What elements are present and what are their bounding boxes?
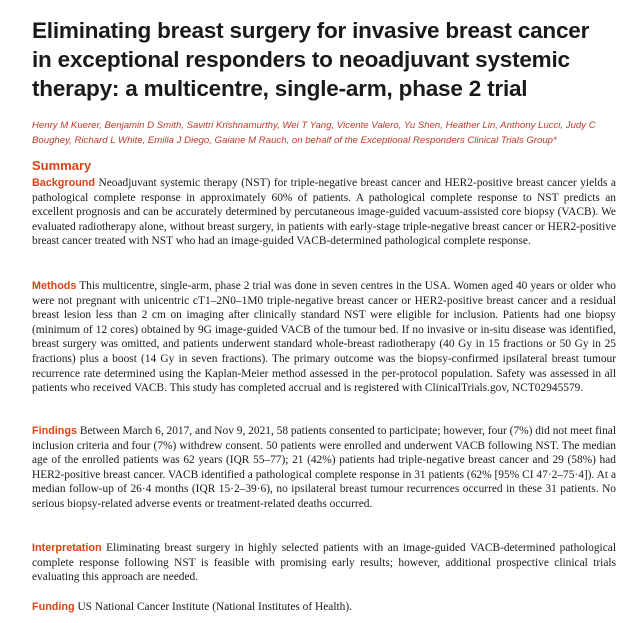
findings-text: Between March 6, 2017, and Nov 9, 2021, 58 patients consented to participate; however, four (7%) did not meet final inclusion criteria and four (7%) withdrew consent. 50 patients were enrolled and underwent VACB following NST. The median age of the enrolled patients was 62 years (IQR 55–77); 21 (42%) patients had triple-negative breast cancer and 29 (58%) had HER2-positive breast cancer. VACB identified a pathological complete response in 31 patients (62% [95% CI 47·2–75·4]). At a median follow-up of 26·4 months (IQR 15·2–39·6), no ipsilateral breast tumour recurrences occurred in these 31 patients. No serious biopsy-related adverse events or treatment-related deaths occurred. xyxy=(32,425,616,510)
findings-section xyxy=(32,424,616,512)
summary-heading: Summary xyxy=(32,158,92,173)
interpretation-section xyxy=(32,541,616,585)
funding-text: US National Cancer Institute (National Institutes of Health). xyxy=(77,601,353,613)
methods-text: This multicentre, single-arm, phase 2 trial was done in seven centres in the USA. Women aged 40 years or older who were not pregnant with unicentric cT1–2N0–1M0 triple-negative breast cancer or HER2-positive breast cancer and a residual breast lesion less than 2 cm on imaging after clinically standard NST were eligible for inclusion. Patients had one biopsy (minimum of 12 cores) obtained by 9G image-guided VACB of the tumour bed. If no invasive or in-situ disease was identified, breast surgery was omitted, and patients underwent standard whole-breast radiotherapy (40 Gy in 15 fractions or 50 Gy in 25 fractions) plus a boost (14 Gy in seven fractions). The primary outcome was the biopsy-confirmed ipsilateral breast tumour recurrence rate determined using the Kaplan-Meier method assessed in the per-protocol population. Safety was assessed in all patients who received VACB. This study has completed accrual and is registered with ClinicalTrials.gov, NCT02945579. xyxy=(32,280,616,395)
background-label: Background xyxy=(32,177,95,189)
methods-section xyxy=(32,279,616,396)
interpretation-text: Eliminating breast surgery in highly selected patients with an image-guided VACB-determined pathological complete response following NST is feasible with promising early results; however, additional prospective clinical trials evaluating this approach are needed. xyxy=(32,542,616,584)
author-list: Henry M Kuerer, Benjamin D Smith, Savitri Krishnamurthy, Wei T Yang, Vicente Valero, Yu Shen, Heather Lin, Anthony Lucci, Judy C Boughey, Richard L White, Emilia J Diego, Gaiane M Rauch, on behalf of the Exceptional Responders Clinical Trials Group* xyxy=(32,120,596,146)
background-section xyxy=(32,176,616,249)
funding-section xyxy=(32,600,616,615)
article-title: Eliminating breast surgery for invasive breast cancer in exceptional responders to neoadjuvant systemic therapy: a multicentre, single-arm, phase 2 trial xyxy=(32,18,590,101)
findings-label: Findings xyxy=(32,425,77,437)
interpretation-label: Interpretation xyxy=(32,542,102,554)
funding-label: Funding xyxy=(32,601,75,613)
methods-label: Methods xyxy=(32,280,77,292)
background-text: Neoadjuvant systemic therapy (NST) for triple-negative breast cancer and HER2-positive breast cancer yields a pathological complete response in approximately 60% of patients. A pathological complete response to NST predicts an excellent prognosis and can be accurately determined by percutaneous image-guided vacuum-assisted core biopsy (VACB). We evaluated radiotherapy alone, without breast surgery, in patients with early-stage triple-negative breast cancer or HER2-positive breast cancer treated with NST who had an image-guided VACB-determined pathological complete response. xyxy=(32,177,616,248)
